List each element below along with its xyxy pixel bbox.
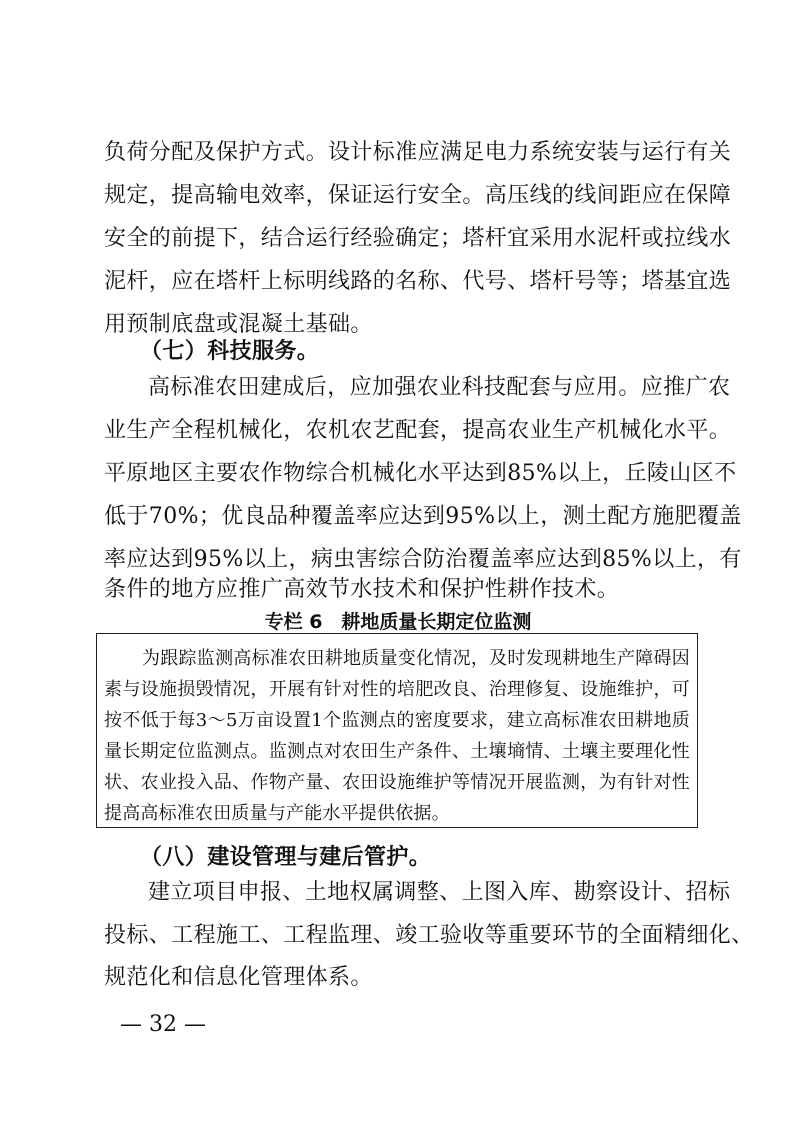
text-line: 泥杆，应在塔杆上标明线路的名称、代号、塔杆号等；塔基宜选 [104, 269, 732, 294]
text-line: 负荷分配及保护方式。设计标准应满足电力系统安装与运行有关 [104, 140, 732, 165]
section-heading-tech-service: （七）科技服务。 [140, 339, 320, 364]
page-number: — 32 — [120, 1012, 206, 1037]
section-heading-management: （八）建设管理与建后管护。 [140, 845, 432, 870]
box-text-line: 素与设施损毁情况，开展有针对性的培肥改良、治理修复、设施维护，可 [104, 679, 690, 700]
text-line: 投标、工程施工、工程监理、竣工验收等重要环节的全面精细化、 [104, 923, 754, 948]
box-text-line: 量长期定位监测点。监测点对农田生产条件、土壤墒情、土壤主要理化性 [104, 741, 690, 762]
box-title: 专栏 6 耕地质量长期定位监测 [264, 611, 532, 633]
text-line: 安全的前提下，结合运行经验确定；塔杆宜采用水泥杆或拉线水 [104, 226, 732, 251]
text-line: 低于70%；优良品种覆盖率应达到95%以上，测土配方施肥覆盖 [104, 504, 742, 529]
text-line: 建立项目申报、土地权属调整、上图入库、勘察设计、招标 [148, 880, 731, 905]
box-text-line: 按不低于每3～5万亩设置1个监测点的密度要求，建立高标准农田耕地质 [104, 710, 690, 731]
text-line: 平原地区主要农作物综合机械化水平达到85%以上，丘陵山区不 [104, 461, 737, 486]
text-line: 条件的地方应推广高效节水技术和保护性耕作技术。 [104, 577, 620, 602]
text-line: 高标准农田建成后，应加强农业科技配套与应用。应推广农 [148, 375, 731, 400]
text-line: 用预制底盘或混凝土基础。 [104, 312, 373, 337]
text-line: 率应达到95%以上，病虫害综合防治覆盖率应达到85%以上，有 [104, 547, 742, 572]
text-line: 规定，提高输电效率，保证运行安全。高压线的线间距应在保障 [104, 183, 732, 208]
box-text-line: 为跟踪监测高标准农田耕地质量变化情况，及时发现耕地生产障碍因 [142, 648, 690, 669]
text-line: 规范化和信息化管理体系。 [104, 965, 373, 990]
box-text-line: 状、农业投入品、作物产量、农田设施维护等情况开展监测，为有针对性 [104, 772, 690, 793]
text-line: 业生产全程机械化，农机农艺配套，提高农业生产机械化水平。 [104, 418, 732, 443]
box-text-line: 提高高标准农田质量与产能水平提供依据。 [104, 803, 450, 824]
